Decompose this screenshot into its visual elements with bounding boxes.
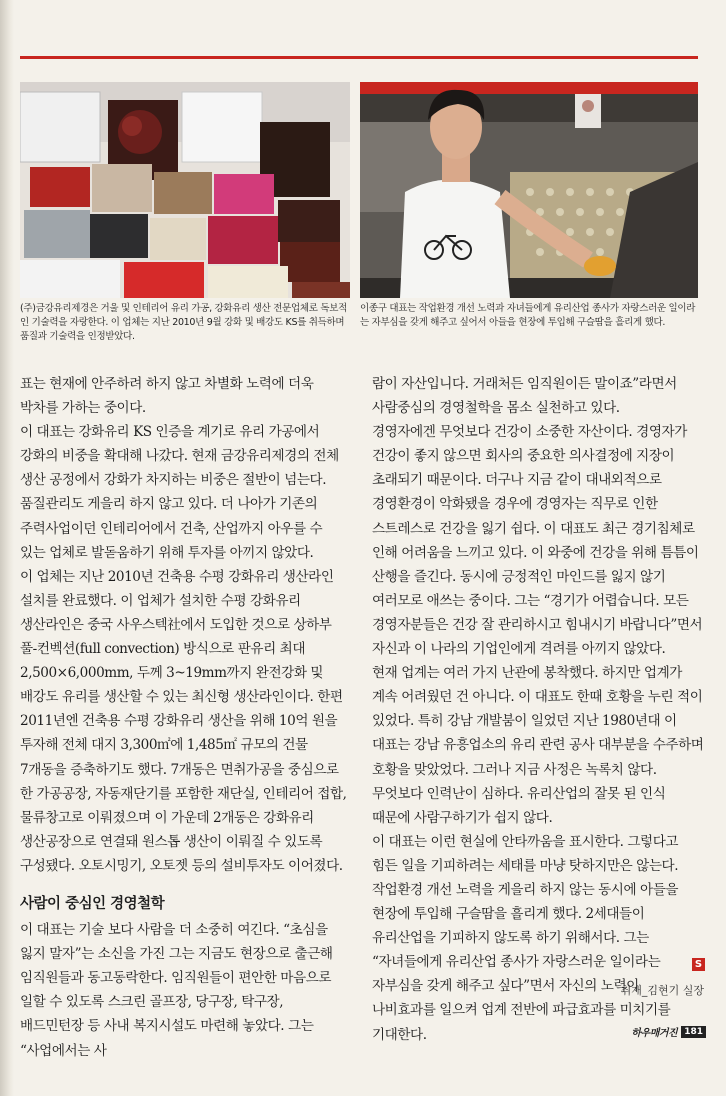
page-footer (631, 1024, 706, 1039)
paragraph: 이 대표는 이런 현실에 안타까움을 표시한다. 그렇다고 힘든 일을 기피하려는 세태를 마냥 탓하지만은 않는다. 작업환경 개선 노력을 게을리 하지 않는 동시에 아들을 현장에 투입해 구슬땀을 흘리게 했다. 2세대들이 유리산업을 기피하지 않도록 하기 위해서다. 그는 “자녀들에게 유리산업 종사가 자랑스러운 일이라는 자부심을 갖게 해주고 싶다”면서 자신의 노력이 나비효과를 일으켜 업계 전반에 파급효과를 미치기를 기대한다. (372, 833, 679, 1043)
paragraph: 현재 업계는 여러 가지 난관에 봉착했다. 하지만 업계가 계속 어려웠던 건 아니다. 이 대표도 한때 호황을 누린 적이 있었다. 특히 강남 개발붐이 일었던 지난 1980년대 이 대표는 강남 유흥업소의 유리 관련 공사 대부분을 수주하며 호황을 맞았었다. 그러나 지금 사정은 녹록치 않다. 무엇보다 인력난이 심하다. 유리산업의 잘못 된 인식 때문에 사람구하기가 쉽지 않다. (372, 665, 704, 826)
reporter-credit: 취재_김현기 실장 (620, 984, 704, 997)
ceo-son-factory-photo (360, 82, 698, 298)
article-column-right (372, 372, 706, 1047)
top-red-rule (20, 56, 698, 59)
paragraph: 이 업체는 지난 2010년 건축용 수평 강화유리 생산라인 설치를 완료했다. 이 업체가 설치한 수평 강화유리 생산라인은 중국 사우스텍社에서 도입한 것으로 상하부 풀-컨벡션(full convection) 방식으로 판유리 최대 2,500×6,000mm, 두께 3~19mm까지 완전강화 및 배강도 유리를 생산할 수 있는 최신형 생산라인이다. 한편 2011년엔 건축용 수평 강화유리 생산을 위해 10억 원을 투자해 전체 대지 3,300㎡에 1,485㎡ 규모의 건물 7개동을 증축하기도 했다. 7개동은 면취가공을 중심으로 한 가공공장, 자동재단기를 포함한 재단실, 인테리어 접합, 물류창고로 이뤄졌으며 이 가운데 2개동은 강화유리 생산공장으로 연결돼 원스톱 생산이 이뤄질 수 있도록 구성됐다. 오토시밍기, 오토젯 등의 설비투자도 이어졌다. (20, 568, 347, 874)
paragraph: 표는 현재에 안주하려 하지 않고 차별화 노력에 더욱 박차를 가하는 중이다. (20, 376, 314, 417)
magazine-name: 하우매거진 (631, 1028, 678, 1039)
paragraph: 이 대표는 기술 보다 사람을 더 소중히 여긴다. “초심을 잃지 말자”는 소신을 가진 그는 지금도 현장으로 출근해 임직원들과 동고동락한다. 임직원들이 편안한 마음으로 일할 수 있도록 스크린 골프장, 당구장, 탁구장, 배드민턴장 등 사내 복지시설도 마련해 놓았다. 그는 “사업에서는 사 (20, 922, 333, 1059)
article-end-mark: S (692, 958, 705, 971)
photo-caption-right: 이종구 대표는 작업환경 개선 노력과 자녀들에게 유리산업 종사가 자랑스러운 일이라는 자부심을 갖게 해주고 싶어서 아들을 현장에 투입해 구슬땀을 흘리게 했다. (360, 303, 696, 328)
paragraph: 람이 자산입니다. 거래처든 임직원이든 말이죠”라면서 사람중심의 경영철학을 몸소 실천하고 있다. (372, 376, 677, 417)
glass-samples-photo (20, 82, 350, 298)
section-subhead: 사람이 중심인 경영철학 (20, 895, 165, 912)
article-column-left (20, 372, 348, 1063)
binding-shadow (0, 0, 14, 1096)
photo-caption-left: (주)금강유리제경은 거울 및 인테리어 유리 가공, 강화유리 생산 전문업체로 독보적인 기술력을 자랑한다. 이 업체는 지난 2010년 9월 강화 및 배강도 KS를 취득하며 품질과 기술력을 인정받았다. (20, 303, 347, 342)
paragraph: 경영자에겐 무엇보다 건강이 소중한 자산이다. 경영자가 건강이 좋지 않으면 회사의 중요한 의사결정에 지장이 초래되기 때문이다. 더구나 지금 같이 대내외적으로 경영환경이 악화됐을 경우에 경영자는 직무로 인한 스트레스로 건강을 잃기 쉽다. 이 대표도 최근 경기침체로 인해 어려움을 느끼고 있다. 이 와중에 건강을 위해 틈틈이 산행을 즐긴다. 동시에 긍정적인 마인드를 잃지 않기 여러모로 애쓰는 중이다. 그는 “경기가 어렵습니다. 모든 경영자분들은 건강 잘 관리하시고 힘내시기 바랍니다”면서 자신과 이 나라의 기업인에게 격려를 아끼지 않았다. (372, 424, 703, 658)
paragraph: 이 대표는 강화유리 KS 인증을 계기로 유리 가공에서 강화의 비중을 확대해 나갔다. 현재 금강유리제경의 전체 생산 공정에서 강화가 차지하는 비중은 절반이 넘는다. 품질관리도 게을리 하지 않고 있다. 더 나아가 기존의 주력사업이던 인테리어에서 건축, 산업까지 아우를 수 있는 업체로 발돋움하기 위해 투자를 아끼지 않았다. (20, 424, 339, 561)
page-number: 181 (681, 1026, 706, 1038)
